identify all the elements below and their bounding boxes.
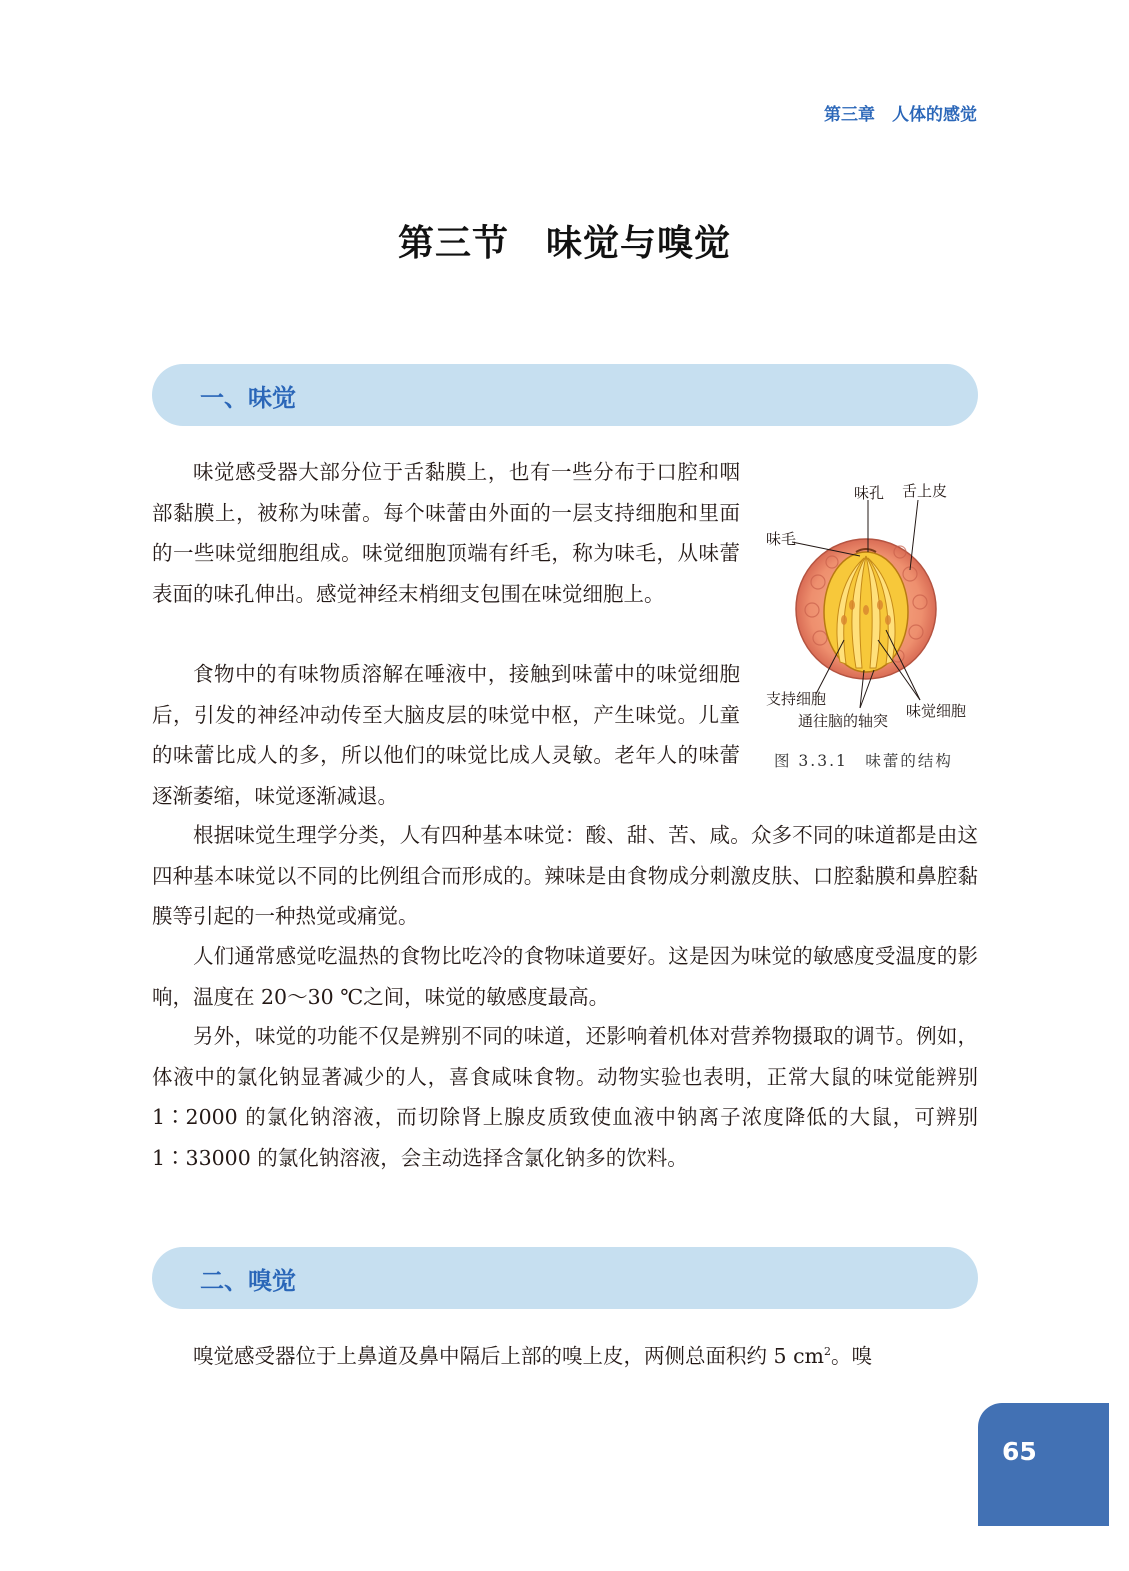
paragraph-smell-1	[152, 1336, 978, 1377]
subsection-heading-taste: 一、味觉	[200, 384, 296, 412]
subsection-heading-taste-band	[152, 364, 978, 426]
paragraph-taste-1: 味觉感受器大部分位于舌黏膜上，也有一些分布于口腔和咽部黏膜上，被称为味蕾。每个味蕾由外面的一层支持细胞和里面的一些味觉细胞组成。味觉细胞顶端有纤毛，称为味毛，从味蕾表面的味孔伸出。感觉神经末梢细支包围在味觉细胞上。	[152, 460, 740, 606]
subsection-heading-smell-band	[152, 1247, 978, 1309]
figure-caption: 图 3.3.1 味蕾的结构	[774, 752, 953, 770]
taste-bud-illustration	[760, 470, 990, 780]
page-number-tab	[978, 1403, 1109, 1526]
running-head: 第三章 人体的感觉	[824, 105, 977, 125]
taste-bud-figure	[760, 470, 990, 780]
paragraph-taste-2: 食物中的有味物质溶解在唾液中，接触到味蕾中的味觉细胞后，引发的神经冲动传至大脑皮层的味觉中枢，产生味觉。儿童的味蕾比成人的多，所以他们的味觉比成人灵敏。老年人的味蕾逐渐萎缩，味觉逐渐减退。	[152, 662, 740, 808]
page-number: 65	[1002, 1437, 1037, 1466]
label-epithelium: 舌上皮	[902, 482, 948, 500]
label-taste-cell: 味觉细胞	[906, 702, 967, 720]
smell-text-end: 。嗅	[831, 1344, 872, 1368]
label-taste-pore: 味孔	[854, 484, 885, 502]
label-taste-hair: 味毛	[766, 530, 797, 548]
section-title: 第三节 味觉与嗅觉	[397, 223, 731, 264]
label-support-cell: 支持细胞	[766, 690, 827, 708]
paragraph-taste-3: 根据味觉生理学分类，人有四种基本味觉：酸、甜、苦、咸。众多不同的味道都是由这四种基本味觉以不同的比例组合而形成的。辣味是由食物成分刺激皮肤、口腔黏膜和鼻腔黏膜等引起的一种热觉或痛觉。	[152, 823, 978, 928]
label-axon: 通往脑的轴突	[798, 712, 889, 730]
paragraph-taste-4: 人们通常感觉吃温热的食物比吃冷的食物味道要好。这是因为味觉的敏感度受温度的影响，温度在 20～30 ℃之间，味觉的敏感度最高。	[152, 944, 978, 1009]
smell-text: 嗅觉感受器位于上鼻道及鼻中隔后上部的嗅上皮，两侧总面积约 5 cm	[193, 1344, 824, 1368]
subsection-heading-smell: 二、嗅觉	[200, 1267, 296, 1295]
paragraph-taste-5: 另外，味觉的功能不仅是辨别不同的味道，还影响着机体对营养物摄取的调节。例如，体液中的氯化钠显著减少的人，喜食咸味食物。动物实验也表明，正常大鼠的味觉能辨别 1∶2000 的氯化钠溶液，而切除肾上腺皮质致使血液中钠离子浓度降低的大鼠，可辨别 1∶33000 的氯化钠溶液，会主动选择含氯化钠多的饮料。	[152, 1024, 978, 1170]
smell-superscript: 2	[824, 1345, 831, 1359]
